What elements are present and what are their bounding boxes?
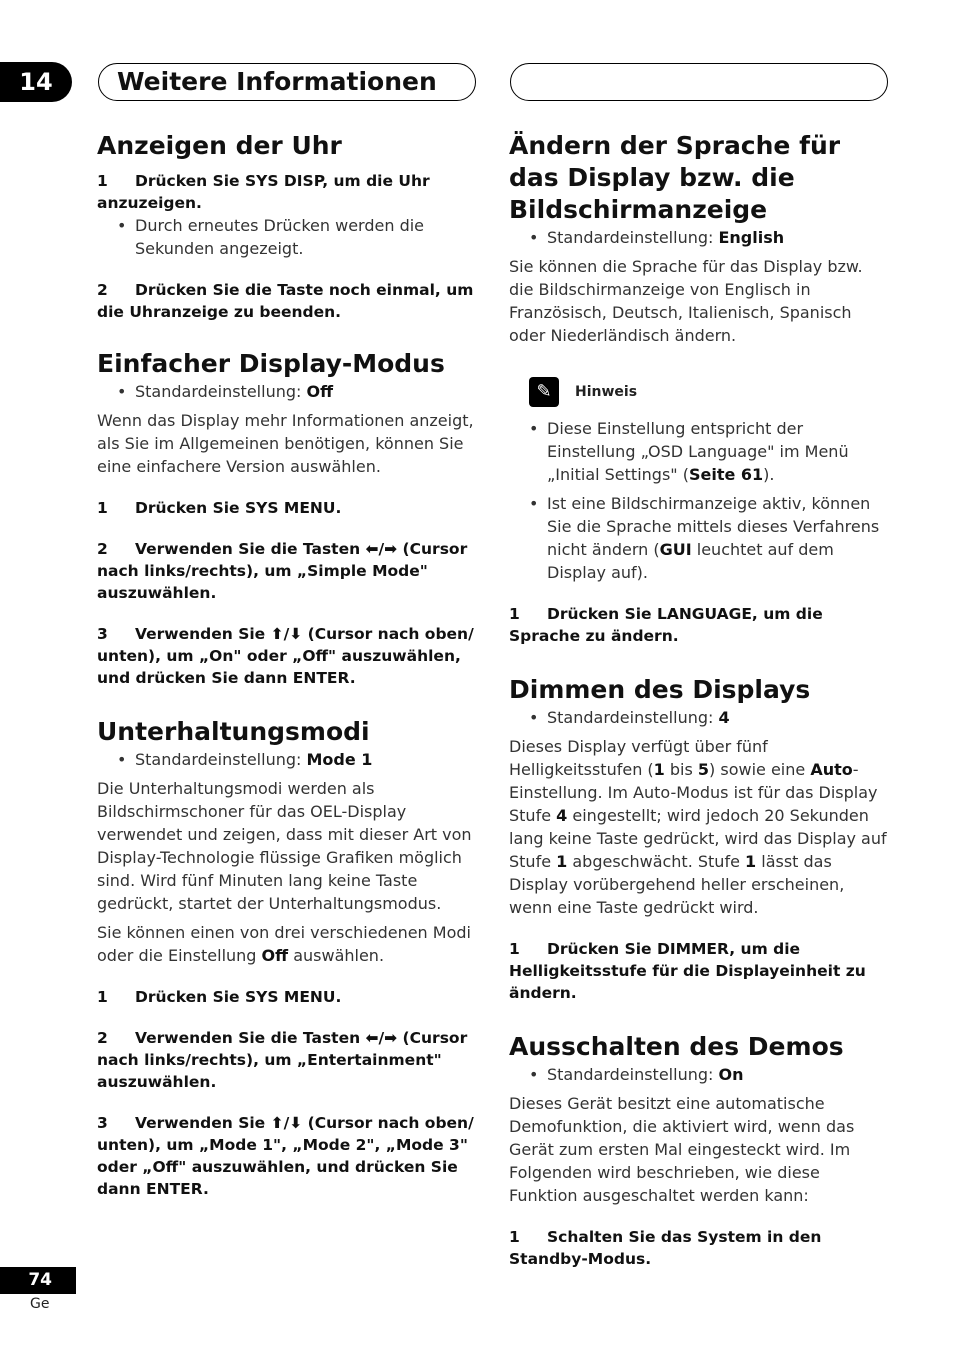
bullet-item: • Durch erneutes Drücken werden die Sekunden angezeigt.: [97, 214, 475, 260]
chapter-title-box: [98, 63, 476, 101]
step: 1 Drücken Sie LANGUAGE, um die Sprache zu ändern.: [509, 605, 823, 645]
section-title: Ausschalten des Demos: [509, 1032, 844, 1061]
section-title: Dimmen des Displays: [509, 675, 811, 704]
chapter-title-box-empty: [510, 63, 888, 101]
section-title: Unterhaltungsmodi: [97, 717, 370, 746]
section-title: Einfacher Display-Modus: [97, 349, 445, 378]
section-title: Ändern der Sprache für das Display bzw. die Bildschirmanzeige: [509, 131, 841, 224]
pencil-note-icon: ✎: [529, 377, 559, 407]
default-setting: • Standardeinstellung: Off: [97, 380, 475, 403]
section-demo-off: [509, 1031, 887, 1270]
paragraph: Dieses Gerät besitzt eine automatische Demofunktion, die aktiviert wird, wenn das Gerät zum ersten Mal eingesteckt wird. Im Folgenden wird beschrieben, wie diese Funktion ausgeschaltet werden kann:: [509, 1094, 855, 1205]
chapter-title: Weitere Informationen: [117, 67, 437, 96]
step: 3 Verwenden Sie ⬆/⬇ (Cursor nach oben/ unten), um „On" oder „Off" auszuwählen, und drücken Sie dann ENTER.: [97, 625, 474, 687]
step: 3 Verwenden Sie ⬆/⬇ (Cursor nach oben/ unten), um „Mode 1", „Mode 2", „Mode 3" oder „Off" auszuwählen, und drücken Sie dann ENTER.: [97, 1114, 474, 1198]
step: 2 Verwenden Sie die Tasten ⬅/➡ (Cursor nach links/rechts), um „Simple Mode" auszuwählen.: [97, 540, 468, 602]
language-code: Ge: [30, 1296, 50, 1312]
default-setting: • Standardeinstellung: Mode 1: [97, 748, 475, 771]
page-number: 74: [0, 1267, 76, 1294]
section-simple-display: [97, 348, 475, 689]
paragraph: Die Unterhaltungsmodi werden als Bildschirmschoner für das OEL-Display verwendet und zeigen, dass mit dieser Art von Display-Technologie flüssige Grafiken möglich sind. Wird fünf Minuten lang keine Taste gedrückt, startet der Unterhaltungsmodus.: [97, 779, 472, 913]
right-column: [509, 130, 887, 1270]
section-title: Anzeigen der Uhr: [97, 131, 342, 160]
section-clock-display: [97, 130, 475, 323]
left-column: [97, 130, 475, 1200]
step: 2 Drücken Sie die Taste noch einmal, um die Uhranzeige zu beenden.: [97, 281, 474, 321]
chapter-number-badge: 14: [0, 62, 72, 102]
paragraph: Sie können die Sprache für das Display bzw. die Bildschirmanzeige von Englisch in Französisch, Deutsch, Italienisch, Spanisch oder Niederländisch ändern.: [509, 257, 863, 345]
note-header: [529, 377, 887, 407]
step: 1 Drücken Sie SYS DISP, um die Uhr anzuzeigen.: [97, 172, 430, 212]
section-language: [509, 130, 887, 647]
note-item: • Diese Einstellung entspricht der Einstellung „OSD Language" im Menü „Initial Settings" (Seite 61).: [509, 417, 887, 486]
note-item: • Ist eine Bildschirmanzeige aktiv, können Sie die Sprache mittels dieses Verfahrens nicht ändern (GUI leuchtet auf dem Display auf).: [509, 492, 887, 584]
default-setting: • Standardeinstellung: English: [509, 226, 887, 249]
paragraph: Dieses Display verfügt über fünf Helligkeitsstufen (1 bis 5) sowie eine Auto-Einstellung. Im Auto-Modus ist für das Display Stufe 4 eingestellt; wird jedoch 20 Sekunden lang keine Taste gedrückt, wird das Display auf Stufe 1 abgeschwächt. Stufe 1 lässt das Display vorübergehend heller erscheinen, wenn eine Taste gedrückt wird.: [509, 737, 887, 917]
paragraph: Wenn das Display mehr Informationen anzeigt, als Sie im Allgemeinen benötigen, können Sie eine einfachere Version auswählen.: [97, 411, 474, 476]
step: 1 Drücken Sie DIMMER, um die Helligkeitsstufe für die Displayeinheit zu ändern.: [509, 940, 866, 1002]
step: 1 Drücken Sie SYS MENU.: [97, 499, 342, 517]
step: 2 Verwenden Sie die Tasten ⬅/➡ (Cursor nach links/rechts), um „Entertainment" auszuwählen.: [97, 1029, 468, 1091]
note-label: Hinweis: [575, 384, 638, 400]
paragraph: Sie können einen von drei verschiedenen Modi oder die Einstellung Off auswählen.: [97, 923, 471, 965]
step: 1 Drücken Sie SYS MENU.: [97, 988, 342, 1006]
section-entertainment-modes: [97, 716, 475, 1200]
default-setting: • Standardeinstellung: On: [509, 1063, 887, 1086]
default-setting: • Standardeinstellung: 4: [509, 706, 887, 729]
step: 1 Schalten Sie das System in den Standby-Modus.: [509, 1228, 822, 1268]
section-dimmer: [509, 674, 887, 1004]
